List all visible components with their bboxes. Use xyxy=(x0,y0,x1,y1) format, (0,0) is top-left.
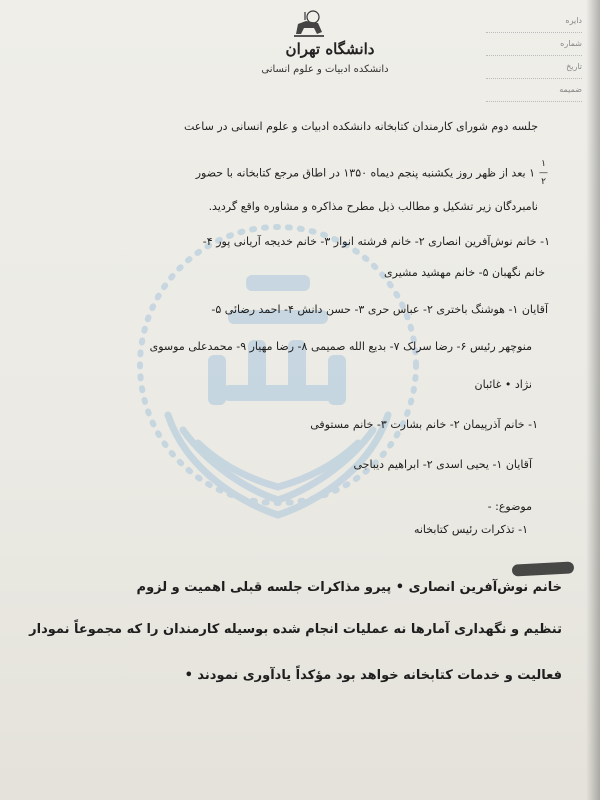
meta-field-date: تاریخ xyxy=(486,56,582,79)
meta-field-attachment: ضمیمه xyxy=(486,79,582,102)
attendees-gentlemen-line-1: آقایان ۱- هوشنگ باختری ۲- عباس حری ۳- حسن دانش ۴- احمد رضائی ۵- xyxy=(211,303,548,316)
redaction-mark xyxy=(512,561,575,576)
session-continuation: نامبردگان زیر تشکیل و مطالب ذیل مطرح مذاکره و مشاوره واقع گردید. xyxy=(208,200,538,213)
minutes-paragraph-line-1: خانم نوش‌آفرین انصاری • پیرو مذاکرات جلسه قبلی اهمیت و لزوم xyxy=(136,580,562,595)
meta-field-department: دایره xyxy=(486,10,582,33)
lion-and-sun-emblem xyxy=(292,8,326,38)
fraction-half: ۱ — ۲ xyxy=(539,159,548,187)
absent-gentlemen-line: آقایان ۱- یحیی اسدی ۲- ابراهیم دیباجی xyxy=(353,458,532,471)
faculty-name: دانشکده ادبیات و علوم انسانی xyxy=(261,64,389,75)
minutes-title: جلسه دوم شورای کارمندان کتابخانه دانشکده ادبیات و علوم انسانی در ساعت xyxy=(183,120,538,133)
letterhead-meta-fields xyxy=(486,10,582,102)
subject-item-1: ۱- تذکرات رئیس کتابخانه xyxy=(413,523,528,536)
absent-ladies-line: ۱- خانم آذرپیمان ۲- خانم بشارت ۳- خانم مستوفی xyxy=(310,418,538,431)
university-name: دانشگاه تهران xyxy=(285,40,375,58)
attendees-ladies-line-1: ۱- خانم نوش‌آفرین انصاری ۲- خانم فرشته انوار ۳- خانم خدیجه آریانی پور ۴- xyxy=(202,235,550,248)
attendees-ladies-line-2: خانم نگهبان ۵- خانم مهشید مشیری xyxy=(384,266,545,279)
subject-label: موضوع: - xyxy=(487,500,532,513)
attendees-gentlemen-line-2: منوچهر رئیس ۶- رضا سرلک ۷- بدیع الله صمیمی ۸- رضا مهیار ۹- محمدعلی موسوی xyxy=(149,340,532,353)
minutes-paragraph-line-2: تنظیم و نگهداری آمارها نه عملیات انجام شده بوسیله کارمندان را که مجموعاً نمودار xyxy=(29,622,562,637)
minutes-paragraph-line-3: فعالیت و خدمات کتابخانه خواهد بود مؤکداً یادآوری نمودند • xyxy=(184,668,562,683)
university-watermark-emblem xyxy=(128,215,428,525)
session-time-line xyxy=(196,160,548,187)
absentees-label-line: نژاد • غائبان xyxy=(474,378,532,391)
session-time-text: ۱ بعد از ظهر روز یکشنبه پنجم دیماه ۱۳۵۰ در اطاق مرجع کتابخانه با حضور xyxy=(195,166,535,180)
meta-field-number: شماره xyxy=(486,33,582,56)
